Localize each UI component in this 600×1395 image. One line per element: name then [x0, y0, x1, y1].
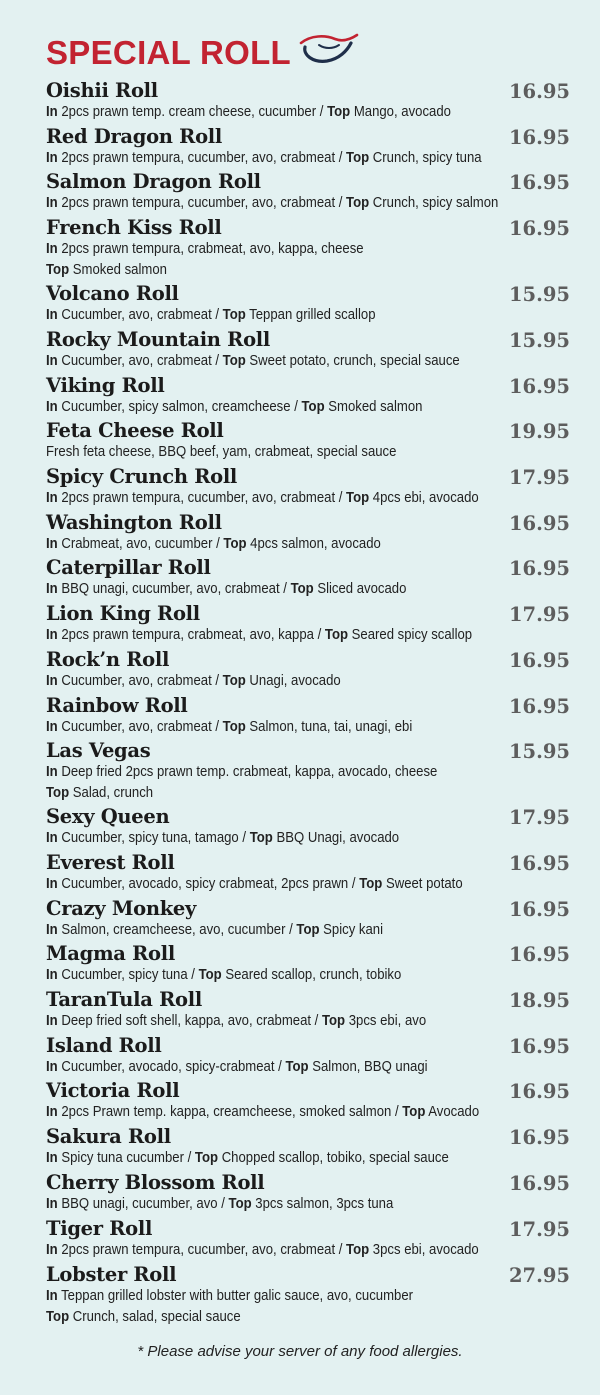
- desc-keyword: Top: [222, 307, 246, 323]
- desc-text: 2pcs prawn tempura, cucumber, avo, crabmeat /: [57, 1242, 347, 1258]
- item-price: 17.95: [508, 1218, 570, 1241]
- item-description: [46, 352, 586, 372]
- item-name: Rainbow Roll: [46, 694, 188, 717]
- desc-text: Chopped scallop, tobiko, special sauce: [218, 1150, 449, 1166]
- desc-keyword: Top: [223, 536, 247, 552]
- item-price: 16.95: [508, 898, 570, 921]
- item-description: [46, 535, 586, 555]
- item-price: 16.95: [508, 943, 570, 966]
- brush-logo-icon: [299, 33, 359, 67]
- item-price: 17.95: [508, 603, 570, 626]
- item-description: [46, 443, 586, 463]
- desc-keyword: Top: [346, 150, 370, 166]
- item-price: 16.95: [508, 1126, 570, 1149]
- item-price: 27.95: [508, 1264, 570, 1287]
- item-description: [46, 1287, 586, 1307]
- item-price: 16.95: [508, 557, 570, 580]
- desc-keyword: In: [46, 581, 58, 597]
- desc-keyword: Top: [324, 627, 349, 643]
- desc-text: Cucumber, avo, crabmeat /: [57, 673, 223, 689]
- desc-keyword: Top: [402, 1104, 426, 1120]
- item-description: [46, 1308, 586, 1328]
- desc-text: 2pcs prawn tempura, cucumber, avo, crabmeat /: [57, 150, 347, 166]
- desc-text: Mango, avocado: [350, 104, 451, 120]
- item-description: [46, 149, 586, 169]
- desc-keyword: In: [46, 1013, 58, 1029]
- item-description: [46, 1149, 586, 1169]
- desc-keyword: In: [46, 195, 58, 211]
- item-name: Viking Roll: [46, 374, 165, 397]
- item-name: TaranTula Roll: [46, 988, 202, 1011]
- desc-text: BBQ unagi, cucumber, avo, crabmeat /: [57, 581, 291, 597]
- desc-text: Cucumber, spicy salmon, creamcheese /: [57, 399, 302, 415]
- desc-keyword: Top: [228, 1196, 252, 1212]
- item-price: 15.95: [508, 329, 570, 352]
- menu-item: [46, 1080, 570, 1123]
- desc-text: Salmon, tuna, tai, unagi, ebi: [245, 719, 413, 735]
- desc-text: Cucumber, avocado, spicy-crabmeat /: [57, 1059, 286, 1075]
- desc-text: Cucumber, spicy tuna /: [57, 967, 199, 983]
- menu-header: [46, 33, 359, 73]
- desc-text: Sliced avocado: [313, 581, 407, 597]
- item-name: Volcano Roll: [46, 282, 179, 305]
- item-description: [46, 784, 586, 804]
- item-price: 17.95: [508, 806, 570, 829]
- item-price: 16.95: [508, 1172, 570, 1195]
- menu-item: [46, 375, 570, 418]
- item-name: Lobster Roll: [46, 1263, 177, 1286]
- section-title: SPECIAL ROLL: [46, 34, 292, 71]
- desc-text: Crunch, salad, special sauce: [69, 1308, 241, 1325]
- allergy-note: * Please advise your server of any food allergies.: [137, 1343, 463, 1360]
- menu-item: [46, 898, 570, 941]
- desc-text: 3pcs salmon, 3pcs tuna: [251, 1196, 394, 1212]
- desc-keyword: Top: [346, 195, 370, 211]
- item-price: 19.95: [508, 420, 570, 443]
- menu-item: [46, 557, 570, 600]
- item-description: [46, 921, 586, 941]
- item-description: [46, 1058, 586, 1078]
- desc-keyword: In: [46, 830, 58, 846]
- menu-item: [46, 171, 570, 214]
- item-description: [46, 718, 586, 738]
- desc-keyword: Top: [222, 353, 246, 369]
- item-name: Crazy Monkey: [46, 897, 197, 920]
- item-price: 16.95: [508, 171, 570, 194]
- desc-keyword: Top: [301, 399, 325, 415]
- desc-text: 2pcs prawn tempura, cucumber, avo, crabmeat /: [57, 490, 347, 506]
- desc-keyword: Top: [222, 673, 246, 689]
- item-price: 15.95: [508, 740, 570, 763]
- desc-text: Sweet potato: [382, 876, 463, 892]
- desc-keyword: In: [46, 307, 58, 323]
- desc-text: 2pcs prawn tempura, cucumber, avo, crabmeat /: [57, 195, 347, 211]
- item-name: Red Dragon Roll: [46, 125, 222, 148]
- menu-item: [46, 943, 570, 986]
- desc-keyword: In: [46, 399, 58, 415]
- desc-keyword: Top: [296, 922, 320, 938]
- menu-item: [46, 512, 570, 555]
- desc-keyword: In: [46, 1104, 58, 1120]
- desc-text: Sweet potato, crunch, special sauce: [245, 353, 460, 369]
- desc-text: Salmon, BBQ unagi: [308, 1059, 428, 1075]
- desc-text: Cucumber, avocado, spicy crabmeat, 2pcs prawn /: [57, 876, 360, 892]
- menu-item: [46, 852, 570, 895]
- item-price: 16.95: [508, 1035, 570, 1058]
- item-price: 15.95: [508, 283, 570, 306]
- desc-text: Salmon, creamcheese, avo, cucumber /: [57, 922, 297, 938]
- item-name: French Kiss Roll: [46, 216, 222, 239]
- desc-text: Spicy kani: [319, 922, 384, 938]
- item-description: [46, 398, 586, 418]
- item-description: [46, 1195, 586, 1215]
- menu-item: [46, 80, 570, 123]
- desc-keyword: In: [46, 876, 58, 892]
- item-name: Rocky Mountain Roll: [46, 328, 271, 351]
- desc-text: Spicy tuna cucumber /: [57, 1150, 195, 1166]
- desc-text: Seared scallop, crunch, tobiko: [221, 967, 402, 983]
- desc-text: 2pcs prawn temp. cream cheese, cucumber /: [57, 104, 328, 120]
- desc-keyword: In: [46, 1288, 58, 1304]
- desc-text: 3pcs ebi, avocado: [369, 1242, 479, 1258]
- item-description: [46, 194, 586, 214]
- menu-item: [46, 126, 570, 169]
- desc-text: BBQ Unagi, avocado: [272, 830, 400, 846]
- desc-text: Cucumber, avo, crabmeat /: [57, 307, 223, 323]
- item-price: 16.95: [508, 695, 570, 718]
- menu-item: [46, 695, 570, 738]
- desc-text: Cucumber, avo, crabmeat /: [57, 353, 223, 369]
- item-name: Victoria Roll: [46, 1079, 180, 1102]
- desc-keyword: Top: [285, 1059, 309, 1075]
- desc-text: Avocado: [425, 1104, 480, 1120]
- desc-keyword: In: [46, 719, 58, 735]
- desc-keyword: In: [46, 241, 58, 257]
- item-price: 16.95: [508, 649, 570, 672]
- desc-keyword: In: [46, 150, 58, 166]
- desc-text: Teppan grilled scallop: [245, 307, 376, 323]
- desc-text: 4pcs salmon, avocado: [246, 536, 381, 552]
- item-description: [46, 1103, 586, 1123]
- item-description: [46, 875, 586, 895]
- item-name: Tiger Roll: [46, 1217, 153, 1240]
- item-price: 16.95: [508, 852, 570, 875]
- desc-text: Crunch, spicy salmon: [369, 195, 499, 211]
- item-name: Sexy Queen: [46, 805, 170, 828]
- item-description: [46, 966, 586, 986]
- menu-item: [46, 1172, 570, 1215]
- desc-keyword: Top: [198, 967, 222, 983]
- desc-keyword: In: [46, 353, 58, 369]
- item-price: 16.95: [508, 1080, 570, 1103]
- item-description: [46, 489, 586, 509]
- item-name: Salmon Dragon Roll: [46, 170, 261, 193]
- desc-keyword: Top: [46, 1308, 70, 1325]
- item-price: 16.95: [508, 80, 570, 103]
- menu-item: [46, 1035, 570, 1078]
- menu-item: [46, 1126, 570, 1169]
- desc-keyword: In: [46, 104, 58, 120]
- item-price: 16.95: [508, 512, 570, 535]
- item-name: Island Roll: [46, 1034, 162, 1057]
- desc-keyword: In: [46, 490, 58, 506]
- desc-keyword: Top: [327, 104, 351, 120]
- desc-keyword: In: [46, 922, 58, 938]
- menu-item: [46, 1218, 570, 1261]
- item-description: [46, 626, 586, 646]
- item-price: 16.95: [508, 217, 570, 240]
- desc-text: Smoked salmon: [324, 399, 423, 415]
- menu-item: [46, 806, 570, 849]
- desc-keyword: In: [46, 627, 58, 643]
- menu-item: [46, 1264, 570, 1327]
- desc-text: Deep fried 2pcs prawn temp. crabmeat, kappa, avocado, cheese: [57, 764, 438, 780]
- desc-keyword: Top: [46, 784, 70, 801]
- item-description: [46, 1012, 586, 1032]
- item-name: Oishii Roll: [46, 79, 158, 102]
- desc-text: Cucumber, avo, crabmeat /: [57, 719, 223, 735]
- item-description: [46, 306, 586, 326]
- desc-keyword: Top: [249, 830, 273, 846]
- item-description: [46, 580, 586, 600]
- item-name: Magma Roll: [46, 942, 175, 965]
- item-name: Feta Cheese Roll: [46, 419, 224, 442]
- desc-keyword: In: [46, 1059, 58, 1075]
- desc-keyword: In: [46, 967, 58, 983]
- desc-text: 2pcs prawn tempura, crabmeat, avo, kappa, cheese: [57, 241, 364, 257]
- desc-text: Unagi, avocado: [245, 673, 341, 689]
- desc-keyword: Top: [194, 1150, 219, 1166]
- menu-item: [46, 649, 570, 692]
- item-description: [46, 829, 586, 849]
- desc-text: Crunch, spicy tuna: [369, 150, 482, 166]
- menu-item: [46, 217, 570, 280]
- item-name: Spicy Crunch Roll: [46, 465, 238, 488]
- menu-item: [46, 329, 570, 372]
- desc-text: Teppan grilled lobster with butter galic sauce, avo, cucumber: [57, 1288, 414, 1304]
- item-price: 16.95: [508, 375, 570, 398]
- desc-keyword: Top: [290, 581, 314, 597]
- item-description: [46, 240, 586, 260]
- desc-keyword: In: [46, 1242, 58, 1258]
- desc-keyword: Top: [346, 490, 370, 506]
- desc-keyword: Top: [321, 1013, 346, 1029]
- desc-text: Cucumber, spicy tuna, tamago /: [57, 830, 250, 846]
- menu-item: [46, 283, 570, 326]
- menu-item: [46, 603, 570, 646]
- desc-text: 3pcs ebi, avo: [345, 1013, 427, 1029]
- menu-item: [46, 740, 570, 803]
- item-description: [46, 672, 586, 692]
- desc-keyword: In: [46, 1150, 58, 1166]
- item-description: [46, 261, 586, 281]
- desc-text: Salad, crunch: [69, 784, 154, 801]
- desc-keyword: In: [46, 1196, 58, 1212]
- desc-keyword: Top: [346, 1242, 370, 1258]
- menu-item: [46, 420, 570, 463]
- desc-text: 2pcs prawn tempura, crabmeat, avo, kappa /: [57, 627, 325, 643]
- desc-keyword: In: [46, 536, 58, 552]
- item-description: [46, 1241, 586, 1261]
- desc-keyword: Top: [222, 719, 246, 735]
- desc-text: BBQ unagi, cucumber, avo /: [57, 1196, 229, 1212]
- desc-keyword: In: [46, 673, 58, 689]
- item-name: Las Vegas: [46, 739, 151, 762]
- item-name: Washington Roll: [46, 511, 222, 534]
- item-name: Rock’n Roll: [46, 648, 170, 671]
- desc-text: Crabmeat, avo, cucumber /: [57, 536, 224, 552]
- item-name: Caterpillar Roll: [46, 556, 211, 579]
- item-name: Lion King Roll: [46, 602, 200, 625]
- item-price: 17.95: [508, 466, 570, 489]
- desc-keyword: Top: [359, 876, 383, 892]
- item-description: [46, 103, 586, 123]
- menu-item: [46, 989, 570, 1032]
- item-name: Everest Roll: [46, 851, 175, 874]
- desc-keyword: In: [46, 764, 58, 780]
- desc-text: Fresh feta cheese, BBQ beef, yam, crabmeat, special sauce: [46, 444, 397, 460]
- menu-item: [46, 466, 570, 509]
- desc-text: Deep fried soft shell, kappa, avo, crabmeat /: [57, 1013, 322, 1029]
- item-description: [46, 763, 586, 783]
- item-price: 16.95: [508, 126, 570, 149]
- item-name: Cherry Blossom Roll: [46, 1171, 265, 1194]
- desc-keyword: Top: [46, 261, 70, 278]
- desc-text: 2pcs Prawn temp. kappa, creamcheese, smoked salmon /: [57, 1104, 403, 1120]
- desc-text: 4pcs ebi, avocado: [369, 490, 479, 506]
- item-price: 18.95: [508, 989, 570, 1012]
- desc-text: Seared spicy scallop: [348, 627, 473, 643]
- desc-text: Smoked salmon: [69, 261, 167, 278]
- item-name: Sakura Roll: [46, 1125, 171, 1148]
